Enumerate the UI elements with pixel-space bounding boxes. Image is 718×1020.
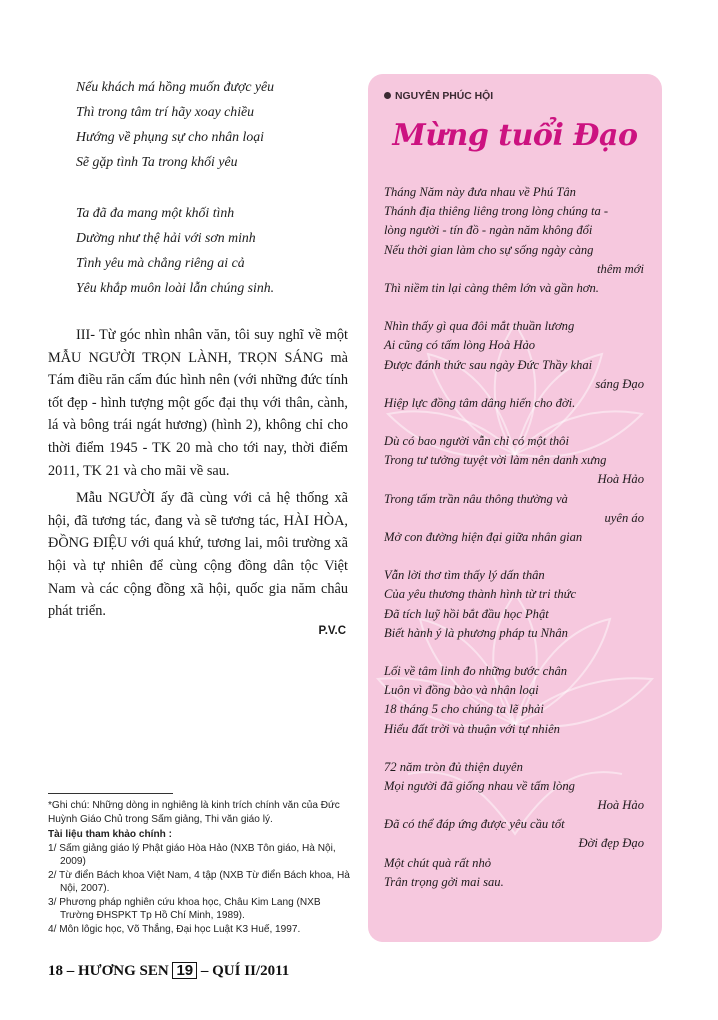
article-paragraph-1: III- Từ góc nhìn nhân văn, tôi suy nghĩ về một MẪU NGƯỜI TRỌN LÀNH, TRỌN SÁNG mà Tám điều răn cấm đúc hình nên (với những đức tính tốt đẹp - hình tượng một gốc đại thụ với thân, cành, lá và bông trái ngát hương) (hình 2), không chỉ cho thời điểm 1945 - TK 20 mà cho tới nay, thời điểm 2011, TK 21 và cho mãi về sau. <box>48 327 348 479</box>
poem-line: Sẽ gặp tình Ta trong khối yêu <box>76 154 238 169</box>
section-gap <box>48 300 348 324</box>
stanza-gap <box>384 298 650 317</box>
author-signature: P.V.C <box>318 624 346 637</box>
poem-line: Luôn vì đồng bào và nhân loại <box>384 683 539 698</box>
poem-line: Mọi người đã giống nhau về tấm lòng <box>384 778 575 793</box>
poem-line: Ai cũng có tấm lòng Hoà Hảo <box>384 338 536 353</box>
left-column <box>48 74 348 637</box>
reference-item: 1/ Sấm giảng giáo lý Phật giáo Hòa Hảo (NXB Tôn giáo, Hà Nội, 2009) <box>48 842 336 867</box>
footnote-divider <box>48 793 173 794</box>
poem-line: Đã tích luỹ hồi bắt đầu học Phật <box>384 606 549 621</box>
poem-title: Mừng tuổi Đạo <box>392 118 638 153</box>
poem-line: Dường như thệ hải với sơn minh <box>76 230 256 245</box>
poem-line: Trân trọng gởi mai sau. <box>384 874 504 889</box>
poem-line: Hướng về phụng sự cho nhân loại <box>76 129 264 144</box>
poem-line: uyên áo <box>604 510 644 525</box>
reference-item: 4/ Môn lôgic học, Võ Thắng, Đại học Luật K3 Huế, 1997. <box>48 923 301 935</box>
poem-author-name: NGUYỄN PHÚC HỘI <box>395 91 494 102</box>
footnotes <box>48 799 353 936</box>
poem-line: Nếu khách má hồng muốn được yêu <box>76 79 275 94</box>
poem-line: Tháng Năm này đưa nhau về Phú Tân <box>384 185 576 199</box>
poem-line: 18 tháng 5 cho chúng ta lẽ phải <box>384 702 544 717</box>
references-heading: Tài liệu tham khảo chính : <box>48 829 172 840</box>
poem-line: Được đánh thức sau ngày Đức Thầy khai <box>384 357 593 372</box>
poem-stanza-1 <box>48 74 348 174</box>
poem-line: Hiệp lực đồng tâm dâng hiến cho đời. <box>384 395 576 410</box>
stanza-gap <box>384 643 650 662</box>
poem-line: lòng người - tín đồ - ngàn năm không đổi <box>384 223 593 238</box>
issue-number-badge: 19 <box>172 962 197 979</box>
footer-period: – QUÍ II/2011 <box>200 963 290 979</box>
poem-line: Biết hành ý là phương pháp tu Nhân <box>384 625 568 640</box>
poem-line: Dù có bao người vẫn chỉ có một thôi <box>384 434 569 449</box>
stanza-gap <box>384 547 650 566</box>
poem-line: sáng Đạo <box>595 376 644 391</box>
poem-body <box>384 183 650 892</box>
poem-line: Đời đẹp Đạo <box>578 836 644 851</box>
article-paragraph-2: Mẫu NGƯỜI ấy đã cùng với cả hệ thống xã hội, đã tương tác, đang và sẽ tương tác, HÀI HÒA, ĐỒNG ĐIỆU với quá khứ, tương lai, môi trường xã hội và tự nhiên để cùng cộng đồng dân tộc Việt Nam và các cộng đồng xã hội, quốc gia năm châu phát triển. <box>48 490 348 620</box>
poem-line: Trong tư tưởng tuyệt vời làm nên danh xưng <box>384 453 607 468</box>
poem-card <box>368 74 662 942</box>
poem-line: Mở con đường hiện đại giữa nhân gian <box>384 530 583 544</box>
stanza-gap <box>384 413 650 432</box>
poem-line: Hiểu đất trời và thuận với tự nhiên <box>384 721 560 736</box>
poem-line: Thì trong tâm trí hãy xoay chiều <box>76 104 255 119</box>
poem-line: 72 năm tròn đủ thiện duyên <box>384 759 523 774</box>
poem-line: Của yêu thương thành hình từ tri thức <box>384 587 577 602</box>
reference-item: 2/ Từ điển Bách khoa Việt Nam, 4 tập (NXB Từ điển Bách khoa, Hà Nội, 2007). <box>48 869 350 894</box>
stanza-gap <box>384 739 650 758</box>
footer-page-magazine: 18 – HƯƠNG SEN <box>48 963 169 979</box>
poem-line: Thánh địa thiêng liêng trong lòng chúng ta - <box>384 204 609 219</box>
poem-line: Đã có thể đáp ứng được yêu cầu tốt <box>384 817 565 832</box>
poem-line: Nếu thời gian làm cho sự sống ngày càng <box>384 242 594 257</box>
quoted-poem <box>48 74 348 300</box>
references-list <box>48 842 353 937</box>
page-footer <box>48 962 289 980</box>
poem-line: Yêu khắp muôn loài lẫn chúng sinh. <box>76 280 275 295</box>
poem-line: Nhìn thấy gì qua đôi mắt thuần lương <box>384 319 575 334</box>
poem-line: Vẫn lời thơ tìm thấy lý dấn thân <box>384 568 545 583</box>
poem-line: Lối về tâm linh đo những bước chân <box>384 663 568 678</box>
poem-line: Hoà Hảo <box>597 472 644 487</box>
poem-author <box>384 91 493 102</box>
poem-line: Ta đã đa mang một khối tình <box>76 205 235 220</box>
poem-line: Trong tấm trần nâu thông thường và <box>384 491 568 506</box>
bullet-icon <box>384 92 391 99</box>
poem-stanza-2 <box>48 200 348 300</box>
poem-line: Hoà Hảo <box>597 798 644 813</box>
poem-line: Thì niềm tin lại càng thêm lớn và gần hơn. <box>384 280 599 295</box>
poem-line: Một chút quà rất nhỏ <box>384 855 492 870</box>
poem-line: thêm mới <box>597 261 644 276</box>
footnote-note: *Ghi chú: Những dòng in nghiêng là kinh trích chính văn của Đức Huỳnh Giáo Chủ trong Sấm giảng, Thi văn giáo lý. <box>48 800 340 825</box>
stanza-gap <box>48 174 348 200</box>
poem-line: Tình yêu mà chẳng riêng ai cả <box>76 255 245 270</box>
reference-item: 3/ Phương pháp nghiên cứu khoa học, Châu Kim Lang (NXB Trường ĐHSPKT Tp Hồ Chí Minh, 1989). <box>48 896 321 921</box>
